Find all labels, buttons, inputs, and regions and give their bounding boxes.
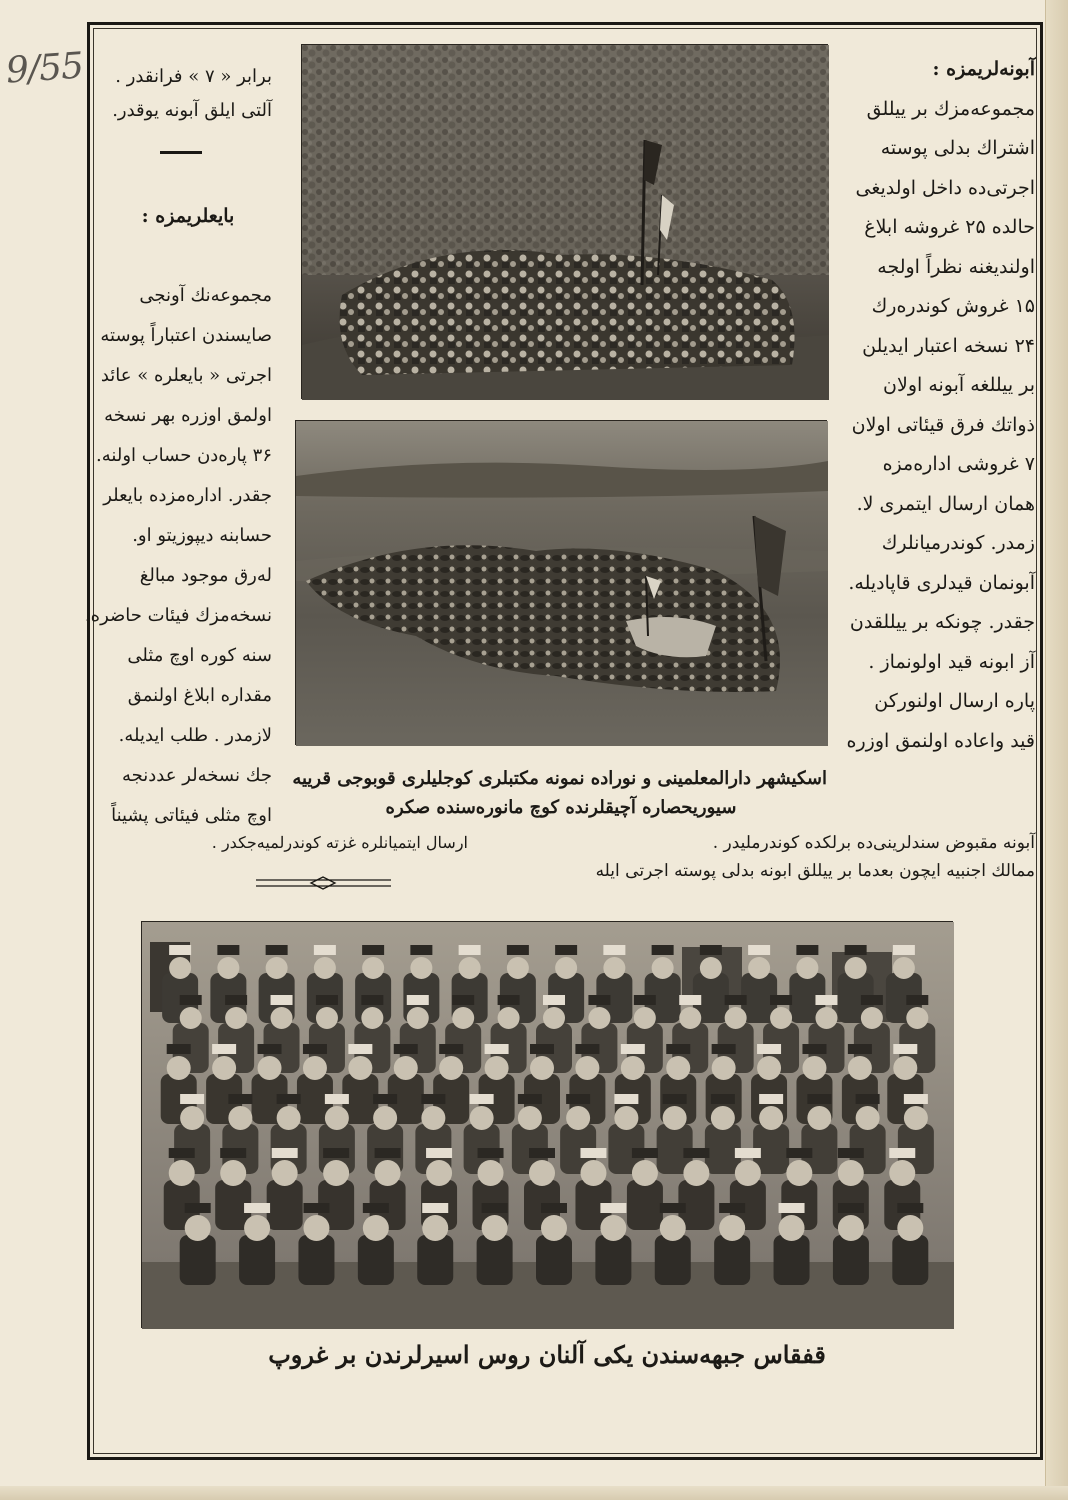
sellers-notice-column — [84, 196, 272, 836]
subscribers-notice-column — [845, 50, 1035, 761]
margin-note: 9/55 — [4, 45, 85, 92]
column-line: لازمدر . طلب ایدیله. — [118, 725, 272, 746]
column-line: صایسندن اعتباراً پوسته — [100, 325, 272, 346]
photo-caption-line2: سیوریحصاره آچیقلرنده كوچ مانوره‌سنده صكره — [385, 797, 737, 818]
page-edge — [1045, 0, 1068, 1500]
column-line: حالده ۲۵ غروشه ابلاغ — [864, 216, 1035, 238]
column-line: اوچ مثلی فیئاتی پشیناً — [111, 805, 272, 826]
column-line: بر ييللغه آبونه اولان — [883, 374, 1035, 396]
column-line: اجرتی‌ده داخل اولدیغی — [855, 176, 1035, 199]
photo-group-portrait — [141, 921, 953, 1328]
price-line: آلتی ایلق آبونه یوقدر. — [112, 100, 272, 121]
divider — [160, 151, 202, 154]
column-line: ۱۵ غروش كوندره‌رك — [871, 295, 1035, 317]
photo-soldiers-on-hillside — [301, 44, 828, 399]
column-line: زمدر. كوندرمیانلرك — [881, 532, 1035, 554]
column-line: مجموعه‌نك آونجی — [139, 285, 272, 306]
column-line: اولندیغنه نظراً اولجه — [877, 255, 1035, 278]
notice-line: ارسال ایتمیانلره غزته كوندرلمیه‌جكدر . — [211, 833, 468, 852]
column-line: ۳۶ پاره‌دن حساب اولنه. — [96, 445, 272, 466]
column-line: نسخه‌مزك فیئات حاضره. — [84, 605, 272, 626]
column-line: جك نسخه‌لر عددنجه — [122, 765, 272, 786]
column-line: پاره ارسال اولنوركن — [874, 690, 1035, 712]
column-line: ۲۴ نسخه اعتبار ایدیلن — [862, 334, 1035, 357]
ornament-divider-icon — [256, 876, 391, 890]
price-note — [104, 60, 272, 128]
photo-troops-in-field — [295, 420, 827, 745]
column-line: ذواتك فرق قیئاتی اولان — [851, 413, 1035, 436]
column-line: جقدر. اداره‌مزده بایعلر — [103, 485, 272, 506]
price-line: برابر « ۷ » فرانقدر . — [115, 66, 272, 87]
column-line: سنه كوره اوچ مثلی — [127, 645, 272, 666]
column-line: له‌رق موجود مبالغ — [139, 565, 272, 586]
group-photo-caption: قفقاس جبهه‌سندن یكی آلنان روس اسیرلرندن بر غروپ — [268, 1340, 826, 1369]
column-line: همان ارسال ایتمری لا. — [856, 492, 1035, 515]
column-line: مجموعه‌مزك بر ييللق — [866, 97, 1035, 120]
column-line: قید واعاده اولنمق اوزره — [846, 729, 1035, 752]
photo-caption-line1: اسكیشهر دارالمعلمینی و نوراده نمونه مكتبلری كوجلیلری قوبوجی قرییه — [292, 768, 827, 789]
column-line: آز ابونه قید اولونماز . — [868, 650, 1035, 673]
spacer — [104, 236, 272, 276]
subscribers-heading: آبونه‌لریمزه : — [932, 58, 1035, 80]
sellers-heading: بایعلریمزه : — [141, 205, 235, 227]
notice-line: ممالك اجنبیه ایچون بعدما بر ييللق ابونه بدلی پوسته اجرتی ایله — [595, 861, 1035, 881]
notice-line: آبونه مقبوض سندلرینی‌ده برلكده كوندرملیدر . — [712, 833, 1035, 853]
column-line: اجرتی « بایعلره » عائد — [100, 365, 272, 386]
column-line: اولمق اوزره بهر نسخه — [104, 405, 272, 426]
column-line: جقدر. چونكه بر ييللقدن — [849, 611, 1035, 633]
page-edge-bottom — [0, 1486, 1068, 1500]
column-line: اشتراك بدلی پوسته — [880, 137, 1035, 159]
column-line: مقداره ابلاغ اولنمق — [127, 685, 272, 706]
column-line: آبونمان قیدلری قاپادیله. — [848, 571, 1035, 594]
column-line: حسابنه دیپوزیتو او. — [132, 525, 272, 546]
column-line: ۷ غروشی اداره‌مزه — [882, 453, 1035, 475]
